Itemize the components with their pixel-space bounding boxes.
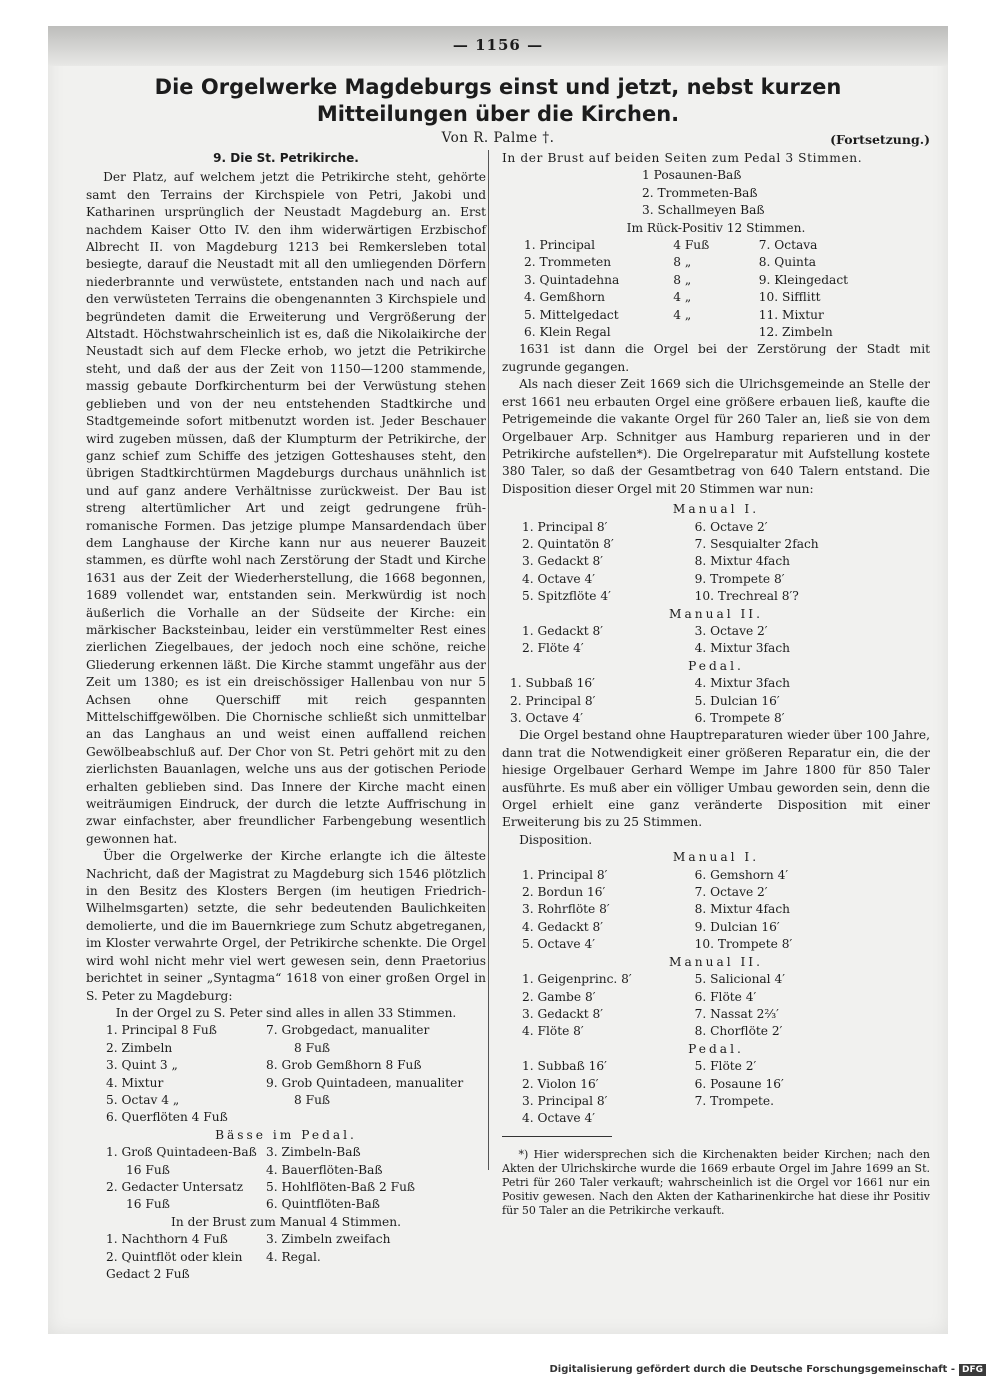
stop-line: 3. Schallmeyen Baß: [642, 203, 765, 218]
stop-row: [502, 324, 930, 341]
stop-entry: 6. Trompete 8′: [694, 711, 785, 725]
digitization-credit: [549, 1364, 986, 1376]
stop-entry: 6. Flöte 4′: [694, 989, 757, 1004]
disposition-1669-manual-1: [502, 519, 930, 606]
stop-row: [502, 989, 930, 1006]
stop-entry: 1. Groß Quintadeen-Baß: [106, 1145, 257, 1160]
stop-row: [86, 1162, 486, 1179]
disposition-label: Disposition.: [519, 832, 593, 847]
stop-size: 4 „: [673, 307, 692, 322]
stop-entry: 11. Mixtur: [758, 307, 824, 322]
stop-entry: 4. Mixtur 3fach: [694, 676, 790, 691]
stop-row: [502, 1023, 930, 1040]
stop-size: [673, 324, 759, 341]
stop-entry: 1. Geigenprinc. 8′: [522, 972, 632, 987]
stop-entry: 3. Gedackt 8′: [522, 554, 604, 569]
author-byline: Von R. Palme †.: [441, 130, 555, 146]
article-title: Die Orgelwerke Magdeburgs einst und jetzt, nebst kurzen Mitteilungen über die Kirchen.: [154, 75, 842, 126]
stop-entry: 3. Zimbeln-Baß: [266, 1145, 361, 1160]
stop-entry: 1. Principal: [524, 238, 595, 253]
stop-entry: 7. Octava: [758, 238, 818, 253]
pedal-heading: Bässe im Pedal.: [215, 1127, 357, 1142]
stop-row: [86, 1057, 486, 1074]
stop-entry: 9. Trompete 8′: [694, 571, 785, 586]
stop-entry: 1. Principal 8′: [522, 519, 608, 534]
orgel-stops: [86, 1022, 486, 1126]
stop-entry: 7. Grobgedact, manualiter: [266, 1023, 430, 1038]
stop-entry: 1. Nachthorn 4 Fuß: [106, 1232, 228, 1247]
stop-row: [502, 867, 930, 884]
stop-entry: 2. Quintatön 8′: [522, 536, 614, 551]
stop-entry: 3. Octave 4′: [510, 711, 583, 725]
stop-size: 4 „: [673, 290, 692, 305]
stop-row: [502, 971, 930, 988]
stop-row: [86, 1179, 486, 1196]
pedal-heading: Pedal.: [688, 658, 744, 673]
stop-entry: 10. Trechreal 8′?: [694, 589, 799, 604]
stop-row: [502, 1006, 930, 1023]
disposition-1669-manual-2: [502, 623, 930, 658]
stop-entry: 8 Fuß: [294, 1040, 331, 1055]
stop-entry: 5. Octav 4 „: [106, 1092, 180, 1107]
orgel-heading: In der Orgel zu S. Peter sind alles in allen 33 Stimmen.: [115, 1005, 457, 1020]
rueck-positiv-stops: [502, 237, 930, 341]
stop-row: [502, 1093, 930, 1110]
stop-entry: 8 Fuß: [294, 1092, 331, 1107]
continuation-note: (Fortsetzung.): [830, 132, 930, 147]
stop-entry: 6. Klein Regal: [524, 325, 611, 340]
stop-row: [502, 693, 930, 710]
stop-entry: 5. Salicional 4′: [694, 972, 785, 987]
stop-entry: 4. Gemßhorn: [524, 290, 606, 305]
column-divider: [488, 150, 489, 1170]
section-heading: 9. Die St. Petrikirche.: [213, 151, 359, 165]
stop-entry: 3. Zimbeln zweifach: [266, 1232, 391, 1247]
stop-entry: 2. Gambe 8′: [522, 989, 596, 1004]
stop-entry: 7. Octave 2′: [694, 885, 768, 900]
stop-entry: 4. Octave 4′: [522, 1111, 595, 1126]
paragraph-1669: Als nach dieser Zeit 1669 sich die Ulrichsgemeinde an Stelle der erst 1661 neu erbauten Orgel eine größere erbauen ließ, kaufte die Petrigemeinde die vakante Orgel für 260 Taler an, ließ sie von dem Orgelbauer Arp. Schnitger aus Hamburg reparieren und in der Petrikirche aufstellen*). Die Orgelreparatur mit Aufstellung kostete 380 Taler, so daß der Gesamtbetrag von 640 Talern entstand. Die Disposition dieser Orgel mit 20 Stimmen war nun:: [502, 377, 930, 496]
stop-row: [502, 640, 930, 657]
disposition-1800-manual-1: [502, 867, 930, 954]
stop-entry: 2. Violon 16′: [522, 1076, 599, 1091]
stop-entry: 2. Zimbeln: [106, 1040, 173, 1055]
stop-row: [502, 289, 930, 306]
stop-row: [86, 1231, 486, 1248]
stop-entry: 1. Gedackt 8′: [522, 623, 604, 638]
disposition-1800-pedal: [502, 1058, 930, 1128]
stop-row: [502, 1076, 930, 1093]
stop-entry: 4. Mixtur: [106, 1075, 164, 1090]
paragraph-organs: Über die Orgelwerke der Kirche erlangte ich die älteste Nachricht, daß der Magistrat zu Magdeburg sich 1546 plötzlich in den Besitz des Klosters Bergen (im heutigen Friedrich-Wilhelmsgarten) setzte, die sehr bedeutenden Baulichkeiten demolierte, und die im Bauernkriege zum Schutz abgetreganen, im Kloster verwahrte Orgel, der Petrikirche schenkte. Die Orgel wird wohl nicht mehr viel wert gewesen sein, denn Praetorius berichtet in seiner „Syntagma“ 1618 von einer großen Orgel in S. Peter zu Magdeburg:: [86, 849, 486, 1003]
stop-size: 8 „: [673, 255, 692, 270]
stop-row: [502, 901, 930, 918]
stop-entry: 4. Mixtur 3fach: [694, 641, 790, 656]
stop-entry: 1. Subbaß 16′: [510, 676, 595, 691]
stop-entry: 2. Gedacter Untersatz: [106, 1179, 244, 1194]
left-column: [86, 150, 486, 1283]
stop-entry: 7. Nassat 2⅔′: [694, 1006, 779, 1021]
right-column: [502, 150, 930, 1229]
disposition-1669-pedal: [502, 675, 930, 727]
stop-line: 1 Posaunen-Baß: [642, 168, 742, 183]
stop-row: [502, 519, 930, 536]
stop-entry: 2. Principal 8′: [510, 693, 596, 708]
stop-entry: 3. Quintadehna: [524, 272, 620, 287]
stop-entry: 2. Bordun 16′: [522, 885, 606, 900]
stop-row: [86, 1040, 486, 1057]
pedal-heading: Pedal.: [688, 1041, 744, 1056]
stop-entry: 2. Trommeten: [524, 255, 612, 270]
manual-1-heading: Manual I.: [672, 850, 760, 865]
stop-entry: 8. Chorflöte 2′: [694, 1024, 783, 1039]
stop-size: 8 „: [673, 272, 692, 287]
stop-entry: 3. Gedackt 8′: [522, 1006, 604, 1021]
stop-entry: 1. Principal 8′: [522, 867, 608, 882]
stop-entry: 6. Posaune 16′: [694, 1076, 784, 1091]
stop-row: [502, 623, 930, 640]
stop-entry: 2. Quintflöt oder klein Gedact 2 Fuß: [106, 1249, 243, 1281]
stop-row: [86, 1249, 486, 1284]
stop-row: [502, 936, 930, 953]
stop-row: [86, 1196, 486, 1213]
stop-entry: 4. Gedackt 8′: [522, 919, 604, 934]
brust-pedal-heading: In der Brust auf beiden Seiten zum Pedal 3 Stimmen.: [502, 151, 863, 165]
page-number: — 1156 —: [452, 36, 544, 54]
dfg-logo: DFG: [959, 1364, 986, 1376]
stop-entry: [266, 1109, 486, 1126]
paragraph-history: Der Platz, auf welchem jetzt die Petrikirche steht, gehörte samt den Terrains der Kirchspiele von Petri, Jakobi und Katharinen ursprünglich der Neustadt Magdeburg an. Erst nachdem Kaiser Otto IV. den ihm widerwärtigen Erzbischof Albrecht II. von Magdeburg 1213 bei Remkersleben total besiegte, darauf die Neustadt mit all den umliegenden Dörfern niederbrannte und verwüstete, entstanden nach und nach auf den verwüsteten Terrains die obengenannten 3 Kirchspiele und begründeten damit die Erweiterung und Vergrößerung der Altstadt. Höchstwahrscheinlich ist es, daß die Nikolaikirche der Neustadt sich auf dem Flecke erhob, wo jetzt die Petrikirche steht, und daß der aus der Zeit von 1150—1200 stammende, massig gebaute Dorfkirchenturm bei der Verwüstung stehen geblieben und von der neu entstehenden Stadtkirche und Stadtgemeinde sofort mitbenutzt worden ist. Jeder Beschauer wird zugeben müssen, daß der Klumpturm der Petrikirche, der ganz schief zum Schiffe des jetzigen Gotteshauses steht, den übrigen Stadtkirchtürmen Magdeburgs durchaus unähnlich ist und auf ganz andere Verhältnisse zurückweist. Der Bau ist streng altertümlicher Art und zeigt gedrungene früh-romanische Formen. Das jetzige plumpe Mansardendach über dem Langhause der Kirche kann nur aus neuerer Bauzeit stammen, es dürfte wohl nach Zerstörung der Stadt und Kirche 1631 aus der Zeit der Wiederherstellung, die 1668 begonnen, 1689 vollendet war, entstanden sein. Merkwürdig ist noch äußerlich die Vorhalle an der Südseite der Kirche: ein märkischer Backsteinbau, leider ein verstümmelter Rest eines zierlichen Ziegelbaues, der jedoch noch eine schöne, reiche Gliederung erkennen läßt. Die Kirche stammt ungefähr aus der Zeit um 1380; es ist ein dreischössiger Hallenbau von nur 5 Achsen ohne Querschiff mit reich gespannten Mittelschiffgewölben. Die Chornische schließt sich unmittelbar an das Langhaus an und weist einen auffallend reichen Gewölbeabschluß auf. Der Chor von St. Petri gehört mit zu den zierlichsten Bauanlagen, welche uns aus der gotischen Periode erhalten geblieben sind. Das Innere der Kirche macht einen weiträumigen Eindruck, der durch die letzte Auffrischung in zwar einfachster, aber freundlicher Farbengebung wesentlich gewonnen hat.: [86, 170, 486, 846]
stop-line: 2. Trommeten-Baß: [642, 185, 758, 200]
stop-row: [502, 536, 930, 553]
stop-entry: 1. Principal 8 Fuß: [106, 1023, 217, 1038]
stop-entry: 4. Octave 4′: [522, 571, 595, 586]
stop-entry: 4. Bauerflöten-Baß: [266, 1162, 383, 1177]
stop-entry: [695, 1110, 930, 1127]
stop-entry: 5. Hohlflöten-Baß 2 Fuß: [266, 1179, 416, 1194]
stop-entry: 4. Flöte 8′: [522, 1024, 584, 1039]
stop-entry: 3. Rohrflöte 8′: [522, 902, 610, 917]
stop-entry: 8. Grob Gemßhorn 8 Fuß: [266, 1058, 422, 1073]
stop-entry: 3. Quint 3 „: [106, 1058, 178, 1073]
stop-entry: 8. Mixtur 4fach: [694, 554, 790, 569]
credit-text: Digitalisierung gefördert durch die Deutsche Forschungsgemeinschaft -: [549, 1364, 955, 1375]
stop-entry: 1. Subbaß 16′: [522, 1059, 607, 1074]
rueck-positiv-heading: Im Rück-Positiv 12 Stimmen.: [626, 220, 806, 235]
stop-row: [86, 1092, 486, 1109]
stop-row: [502, 919, 930, 936]
stop-row: [502, 675, 930, 692]
stop-row: [502, 237, 930, 254]
brust-stops: [86, 1231, 486, 1283]
footnote-rule: [502, 1136, 612, 1137]
stop-entry: 7. Sesquialter 2fach: [694, 536, 819, 551]
stop-row: [502, 553, 930, 570]
stop-row: [502, 571, 930, 588]
pedal-stops: [86, 1144, 486, 1214]
stop-row: [502, 254, 930, 271]
stop-entry: 5. Spitzflöte 4′: [522, 589, 611, 604]
stop-entry: 5. Octave 4′: [522, 937, 595, 952]
paragraph-1631: 1631 ist dann die Orgel bei der Zerstörung der Stadt mit zugrunde gegangen.: [502, 342, 930, 374]
stop-size: 4 Fuß: [673, 238, 710, 253]
stop-entry: 16 Fuß: [126, 1197, 170, 1212]
stop-entry: 5. Mittelgedact: [524, 307, 619, 322]
footnote: *) Hier widersprechen sich die Kirchenakten beider Kirchen; nach den Akten der Ulrichskirche wurde die 1669 erbaute Orgel im Jahre 1699 an St. Petri für 260 Taler verkauft; wahrscheinlich ist die Orgel vor 1661 nur ein Positiv gewesen. Nach den Akten der Katharinenkirche hat diese ihr Positiv für 50 Taler an die Petrikirche verkauft.: [502, 1147, 930, 1217]
stop-row: [502, 1058, 930, 1075]
stop-entry: 6. Quintflöten-Baß: [266, 1197, 380, 1212]
stop-row: [502, 588, 930, 605]
stop-entry: 9. Dulcian 16′: [694, 919, 780, 934]
stop-row: [86, 1144, 486, 1161]
stop-entry: 5. Flöte 2′: [694, 1059, 757, 1074]
stop-row: [86, 1075, 486, 1092]
stop-row: [502, 710, 930, 727]
brust-heading: In der Brust zum Manual 4 Stimmen.: [171, 1214, 401, 1229]
stop-entry: 6. Gemshorn 4′: [694, 867, 789, 882]
stop-entry: 12. Zimbeln: [758, 325, 833, 340]
stop-entry: 9. Grob Quintadeen, manualiter: [266, 1075, 464, 1090]
stop-entry: 9. Kleingedact: [758, 272, 849, 287]
stop-row: [502, 884, 930, 901]
stop-entry: 5. Dulcian 16′: [694, 693, 780, 708]
manual-2-heading: Manual II.: [669, 954, 763, 969]
stop-entry: 3. Octave 2′: [694, 623, 768, 638]
stop-entry: 8. Quinta: [758, 255, 817, 270]
stop-entry: 2. Flöte 4′: [522, 641, 584, 656]
scanned-page: [48, 26, 948, 1334]
manual-1-heading: Manual I.: [672, 502, 760, 517]
stop-entry: 3. Principal 8′: [522, 1093, 608, 1108]
stop-entry: 6. Querflöten 4 Fuß: [106, 1110, 228, 1125]
stop-entry: 4. Regal.: [266, 1249, 321, 1264]
stop-entry: 16 Fuß: [126, 1162, 170, 1177]
stop-row: [86, 1109, 486, 1126]
stop-entry: 6. Octave 2′: [694, 519, 768, 534]
stop-row: [502, 1110, 930, 1127]
stop-entry: 8. Mixtur 4fach: [694, 902, 790, 917]
disposition-1800-manual-2: [502, 971, 930, 1041]
stop-row: [86, 1022, 486, 1039]
stop-row: [502, 272, 930, 289]
stop-entry: 10. Trompete 8′: [694, 937, 793, 952]
stop-entry: 7. Trompete.: [694, 1093, 774, 1108]
stop-entry: 10. Sifflitt: [758, 290, 821, 305]
manual-2-heading: Manual II.: [669, 606, 763, 621]
stop-row: [502, 307, 930, 324]
paragraph-wempe: Die Orgel bestand ohne Hauptreparaturen wieder über 100 Jahre, dann trat die Notwendigkeit einer größeren Reparatur ein, die der hiesige Orgelbauer Gerhard Wempe im Jahre 1800 für 850 Taler ausführte. Es muß aber ein völliger Umbau geworden sein, denn die Orgel erhielt eine ganz veränderte Disposition mit einer Erweiterung bis zu 25 Stimmen.: [502, 728, 930, 830]
